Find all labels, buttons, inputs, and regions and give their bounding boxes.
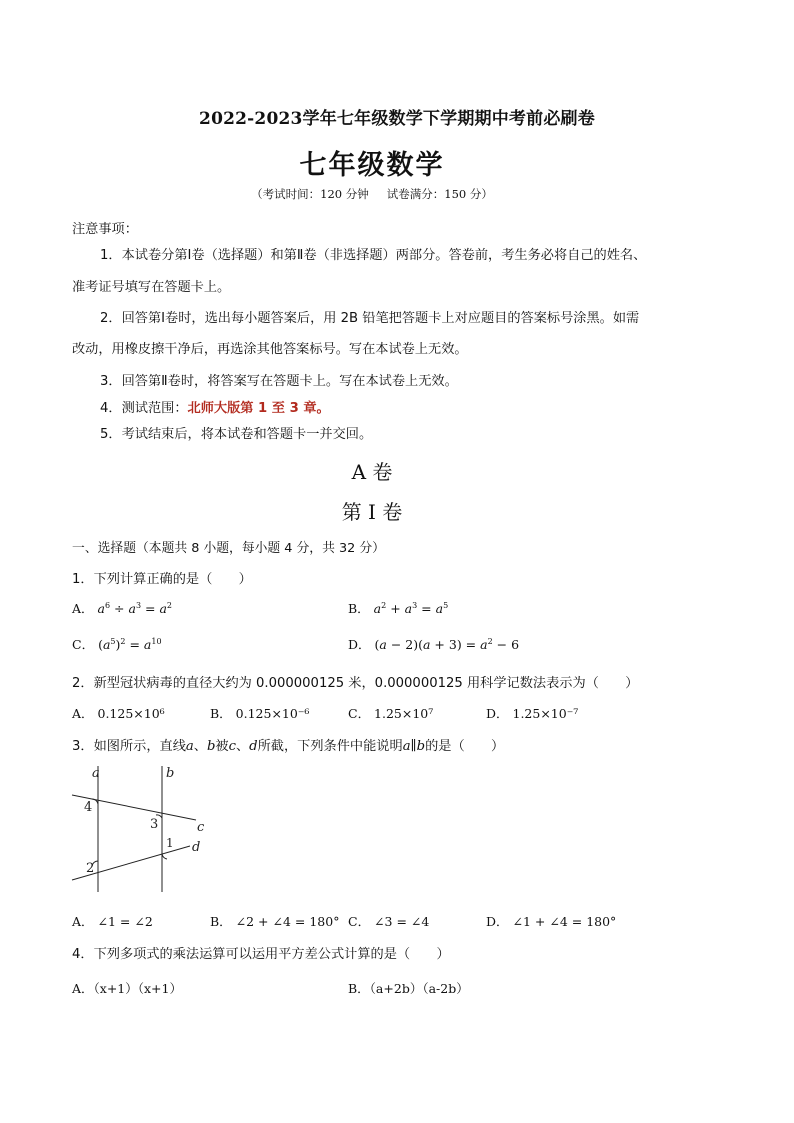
note-2-line-1: 2．回答第Ⅰ卷时，选出每小题答案后，用 2B 铅笔把答题卡上对应题目的答案标号涂黑。如需	[100, 311, 640, 326]
choice-section-heading: 一、选择题（本题共 8 小题，每小题 4 分，共 32 分）	[72, 541, 385, 556]
figure-label-c: c	[197, 820, 205, 835]
q3-stem-part-4: 、	[235, 739, 250, 754]
q3-stem-part-5: 所截，下列条件中能说明	[257, 739, 403, 754]
note-1-line-1: 1．本试卷分第Ⅰ卷（选择题）和第Ⅱ卷（非选择题）两部分。答卷前，考生务必将自己的姓名、	[100, 248, 647, 263]
q3-stem-part-6: 的是（ ）	[425, 739, 505, 754]
q3-stem-part-1: 3．如图所示，直线	[72, 739, 186, 754]
note-3: 3．回答第Ⅱ卷时，将答案写在答题卡上。写在本试卷上无效。	[100, 374, 458, 389]
q1-option-d-formula: $(a - 2)(a + 3) = a^2 - 6$	[374, 636, 520, 652]
note-2-line-2: 改动，用橡皮擦干净后，再选涂其他答案标号。写在本试卷上无效。	[72, 342, 468, 357]
q3-parallel: a∥b	[402, 739, 426, 754]
q1-option-c	[72, 635, 162, 653]
q3-var-d: d	[249, 739, 258, 754]
q3-stem-part-3: 被	[215, 739, 229, 754]
q1-option-c-formula: $(a^5)^2 = a^{10}$	[98, 636, 162, 652]
exam-time: （考试时间：120 分钟	[251, 187, 369, 201]
q2-option-b: B． 0.125×10⁻⁶	[210, 706, 310, 721]
q4-option-b: B．（a+2b）（a-2b）	[348, 981, 469, 996]
q1-option-d-label: D．	[348, 637, 371, 652]
q4-stem: 4．下列多项式的乘法运算可以运用平方差公式计算的是（ ）	[72, 947, 450, 962]
note-1-line-2: 准考证号填写在答题卡上。	[72, 280, 231, 295]
exam-info	[0, 186, 744, 202]
q3-option-a: A． ∠1 = ∠2	[72, 914, 153, 929]
figure-angle-4: 4	[84, 800, 93, 815]
figure-label-b: b	[166, 766, 175, 781]
notes-label: 注意事项：	[72, 222, 138, 237]
q3-stem	[72, 735, 504, 754]
q2-option-d: D． 1.25×10⁻⁷	[486, 706, 579, 721]
exam-series-title: 2022-2023学年七年级数学下学期期中考前必刷卷	[199, 109, 595, 129]
q3-option-b: B． ∠2 + ∠4 = 180°	[210, 914, 340, 929]
exam-subject-title: 七年级数学	[299, 150, 445, 181]
volume-heading: A 卷	[351, 460, 393, 484]
parallel-lines-figure	[70, 762, 220, 892]
q1-option-c-label: C．	[72, 637, 95, 652]
figure-label-d: d	[192, 840, 201, 855]
figure-label-a: a	[92, 766, 100, 781]
figure-angle-3: 3	[150, 817, 159, 832]
angle-1-arc	[162, 854, 167, 859]
q3-var-c: c	[228, 739, 236, 754]
figure-angle-2: 2	[86, 861, 95, 876]
q1-stem: 1．下列计算正确的是（ ）	[72, 572, 252, 587]
q1-option-b	[348, 599, 448, 617]
part-heading: 第 I 卷	[341, 500, 403, 524]
q3-option-c: C． ∠3 = ∠4	[348, 914, 430, 929]
q1-option-a-label: A．	[72, 601, 94, 616]
q1-option-b-label: B．	[348, 601, 370, 616]
note-4-prefix: 4．测试范围：	[100, 401, 188, 416]
q3-stem-part-2: 、	[193, 739, 207, 754]
q2-option-a: A． 0.125×10⁶	[72, 706, 165, 721]
full-score: 试卷满分：150 分）	[386, 187, 493, 201]
figure-angle-1: 1	[166, 836, 174, 850]
q1-option-d	[348, 635, 519, 653]
q3-var-b: b	[206, 739, 216, 754]
q1-option-a-formula: $a^6 \div a^3 = a^2$	[97, 600, 172, 616]
note-5: 5．考试结束后，将本试卷和答题卡一并交回。	[100, 427, 373, 442]
q1-option-b-formula: $a^2 + a^3 = a^5$	[373, 600, 449, 616]
q3-option-d: D． ∠1 + ∠4 = 180°	[486, 914, 617, 929]
q3-var-a: a	[185, 739, 194, 754]
note-4	[100, 401, 330, 417]
q1-option-a	[72, 599, 172, 617]
q2-stem: 2．新型冠状病毒的直径大约为 0.000000125 米，0.000000125 用科学记数法表示为（ ）	[72, 676, 639, 691]
q4-option-a: A．（x+1）（x+1）	[72, 981, 182, 996]
test-scope-highlight: 北师大版第 1 至 3 章。	[187, 401, 330, 416]
q2-option-c: C． 1.25×10⁷	[348, 706, 434, 721]
